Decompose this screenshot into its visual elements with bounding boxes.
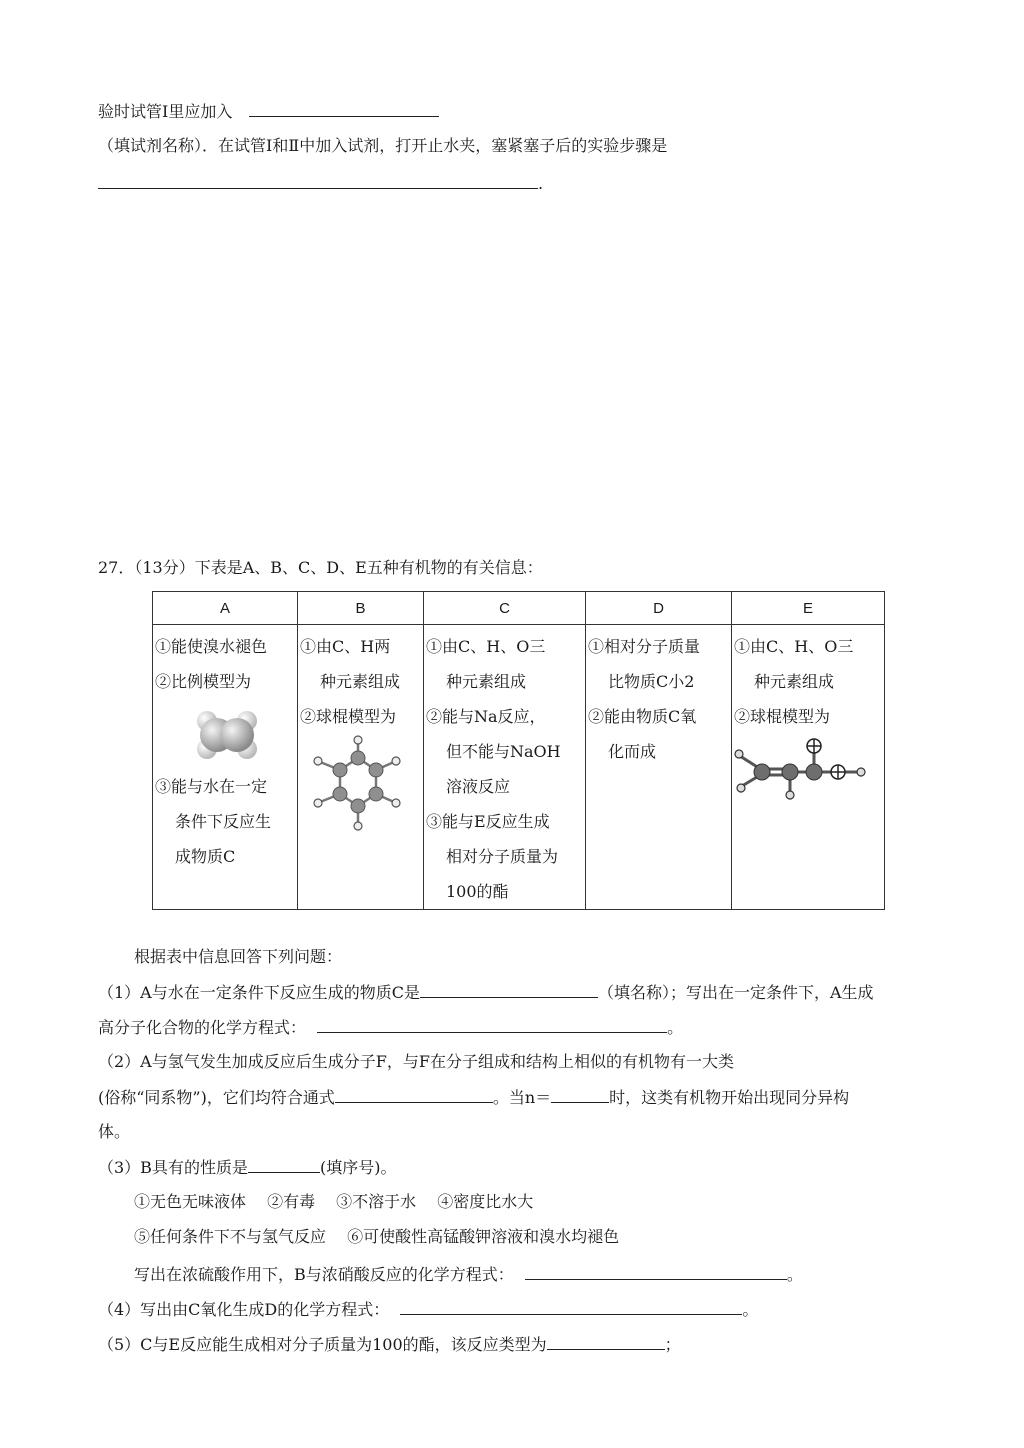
q3-line-4: 写出在浓硫酸作用下，B与浓硝酸反应的化学方程式： 。 [134,1265,803,1284]
q4-equation-blank[interactable] [400,1298,742,1315]
q2-line-2: (俗称“同系物”)，它们均符合通式 。当n＝ 时，这类有机物开始出现同分异构 [98,1088,850,1107]
question-heading: 27．（13分）下表是A、B、C、D、E五种有机物的有关信息： [98,558,543,577]
acrylic-acid-ball-stick-model-icon [734,734,879,814]
answers-intro: 根据表中信息回答下列问题： [134,947,343,966]
q2-n-blank[interactable] [551,1086,609,1103]
q4-line: （4）写出由C氧化生成D的化学方程式： 。 [98,1300,759,1319]
table-header-row [153,592,885,625]
q5-reaction-type-blank[interactable] [547,1333,665,1350]
q1-line-2: 高分子化合物的化学方程式： 。 [98,1018,684,1037]
top-line-2: （填试剂名称）．在试管Ⅰ和Ⅱ中加入试剂，打开止水夹，塞紧塞子后的实验步骤是 [98,136,668,155]
cell-d: ①相对分子质量 比物质C小2 ②能由物质C氧 化而成 [586,625,732,910]
q3-options-1: ①无色无味液体 ②有毒 ③不溶于水 ④密度比水大 [134,1192,534,1211]
info-table [152,591,885,910]
q2-line-3: 体。 [98,1122,131,1141]
q3-options-2: ⑤任何条件下不与氢气反应 ⑥可使酸性高锰酸钾溶液和溴水均褪色 [134,1227,620,1246]
header-e: E [732,592,885,625]
answer-blank[interactable] [249,100,439,117]
table-row [153,625,885,910]
q1-name-blank[interactable] [420,981,598,998]
top-line-1: 验时试管Ⅰ里应加入 [98,100,439,123]
q1-equation-blank[interactable] [317,1016,667,1033]
q3-equation-blank[interactable] [525,1263,787,1280]
cell-a: ①能使溴水褪色 ②比例模型为 ③能与水在一定 条件下反应生 成物质C [153,625,298,910]
cell-b: ①由C、H两 种元素组成 ②球棍模型为 [298,625,424,910]
header-a: A [153,592,298,625]
header-d: D [586,592,732,625]
cell-c: ①由C、H、O三 种元素组成 ②能与Na反应， 但不能与NaOH 溶液反应 ③能与E反应生成 相对分子质量为 100的酯 [424,625,586,910]
header-b: B [298,592,424,625]
q1-line-1: （1）A与水在一定条件下反应生成的物质C是 （填名称）；写出在一定条件下，A生成 [98,983,874,1002]
q3-properties-blank[interactable] [248,1156,320,1173]
q5-line: （5）C与E反应能生成相对分子质量为100的酯，该反应类型为 ； [98,1335,681,1354]
answer-blank[interactable] [98,172,538,189]
header-c: C [424,592,586,625]
q3-line-1: （3）B具有的性质是 (填序号)。 [98,1158,397,1177]
q2-formula-blank[interactable] [335,1086,493,1103]
cell-e: ①由C、H、O三 种元素组成 ②球棍模型为 [732,625,885,910]
top-line-3: . [98,172,543,195]
q2-line-1: （2）A与氢气发生加成反应后生成分子F，与F在分子组成和结构上相似的有机物有一大类 [98,1052,734,1071]
ethylene-space-filling-model-icon [155,699,295,769]
benzene-ball-stick-model-icon [300,734,420,844]
